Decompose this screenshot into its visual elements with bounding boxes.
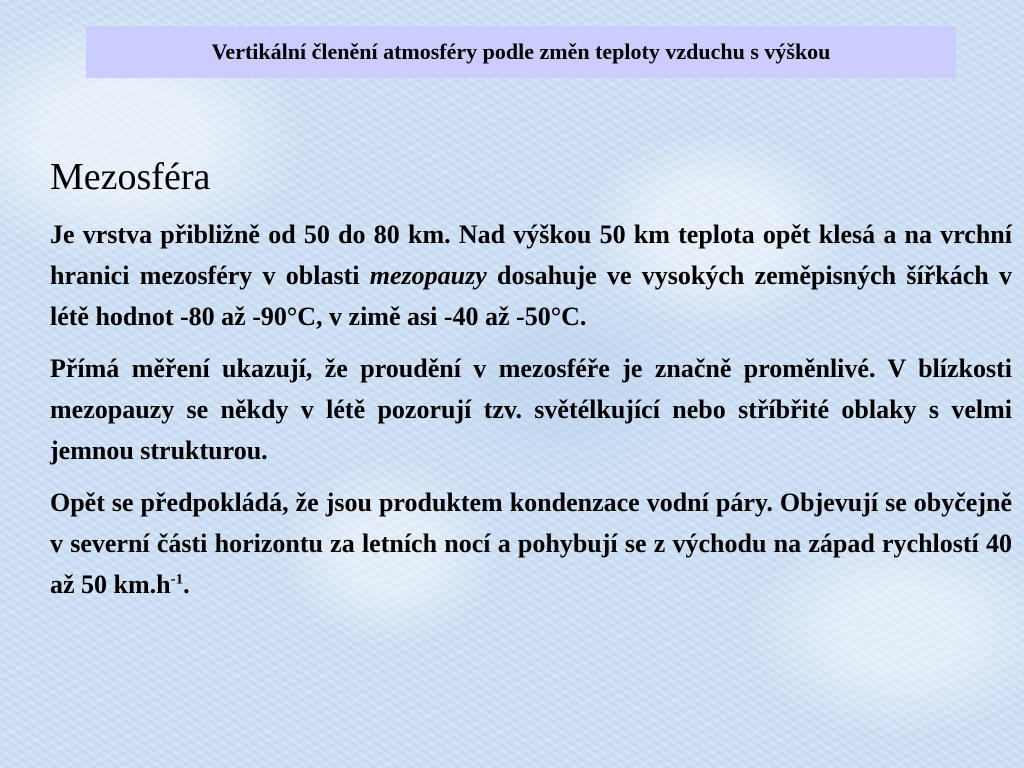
paragraph-3-text: Opět se předpokládá, že jsou produktem kondenzace vodní páry. Objevují se obyčejně v severní části horizontu za letních nocí a pohybují se z východu na západ rychlostí 40 až 50 km.h <box>50 488 1012 599</box>
paragraph-currents: Přímá měření ukazují, že proudění v mezosféře je značně proměnlivé. V blízkosti mezopauzy se někdy v létě pozorují tzv. světélkující nebo stříbřité oblaky s velmi jemnou strukturou. <box>50 354 1012 465</box>
paragraph-3-text-end: . <box>183 570 190 599</box>
slide-body <box>50 214 1012 616</box>
paragraph-1-text-end: dosahuje ve vysokých zeměpisných šířkách v létě hodnot -80 až -90°C, v zimě asi -40 až -50°C. <box>50 261 1012 331</box>
paragraph-1-text: Je vrstva přibližně od 50 do 80 km. Nad výškou 50 km teplota opět klesá a na vrchní hranici mezosféry v oblasti <box>50 220 1012 290</box>
unit-exponent: -1 <box>170 571 184 588</box>
slide-title-banner <box>86 26 956 78</box>
mezopauza-term: mezopauzy <box>369 261 487 290</box>
paragraph-clouds <box>50 482 1012 605</box>
paragraph-layer-definition <box>50 214 1012 337</box>
slide-title: Vertikální členění atmosféry podle změn teploty vzduchu s výškou <box>211 39 831 64</box>
section-heading: Mezosféra <box>50 156 211 198</box>
